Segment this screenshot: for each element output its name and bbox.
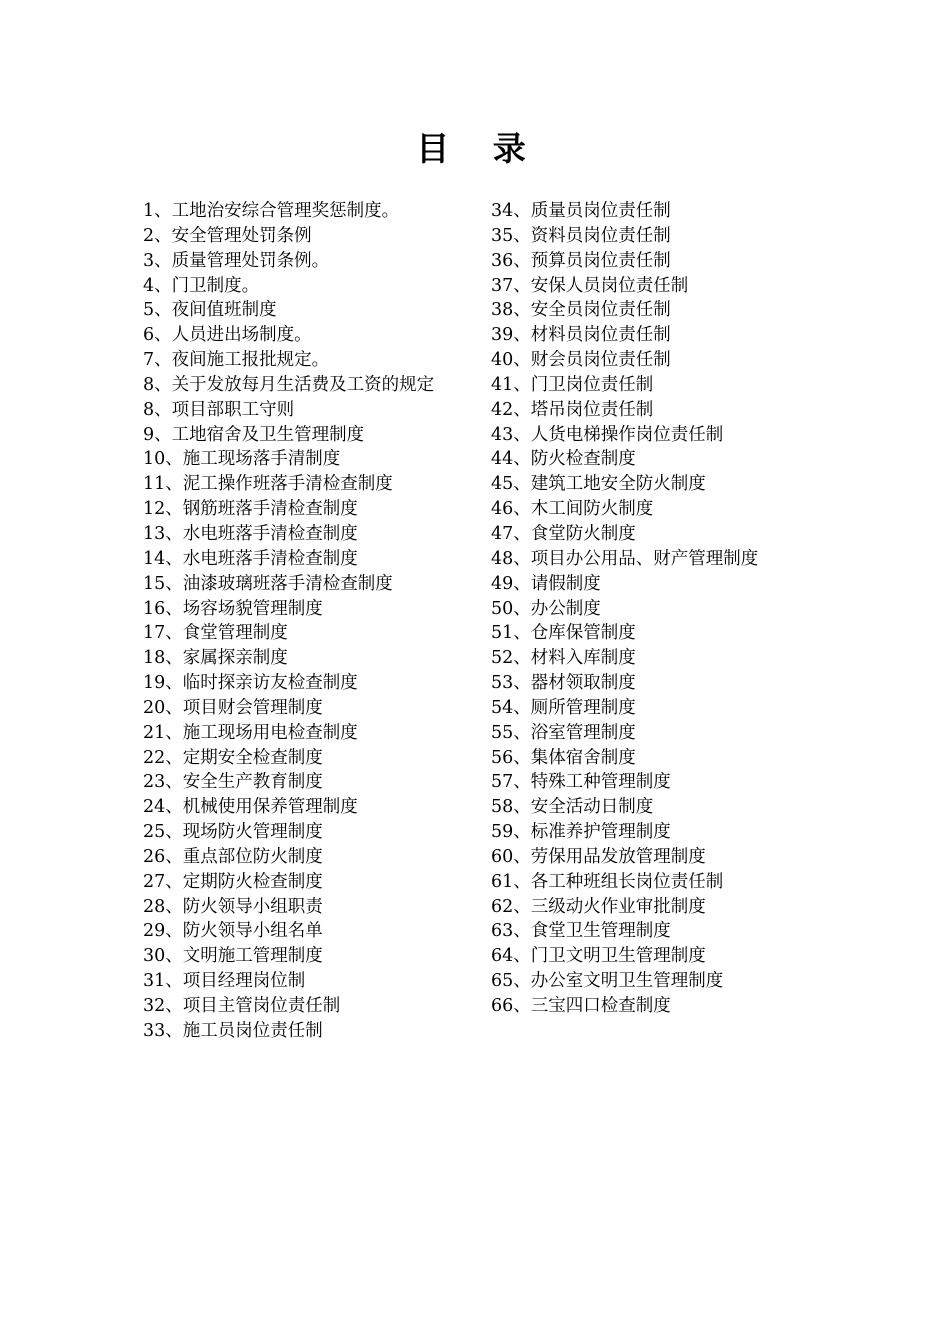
toc-item: 8、关于发放每月生活费及工资的规定 xyxy=(143,374,435,395)
toc-item: 7、夜间施工报批规定。 xyxy=(143,350,330,371)
toc-item: 26、重点部位防火制度 xyxy=(143,846,323,867)
toc-item: 63、食堂卫生管理制度 xyxy=(491,921,671,942)
toc-item: 19、临时探亲访友检查制度 xyxy=(143,673,358,694)
toc-item: 39、材料员岗位责任制 xyxy=(491,325,671,346)
toc-item: 35、资料员岗位责任制 xyxy=(491,225,671,246)
toc-item: 55、浴室管理制度 xyxy=(491,722,636,743)
toc-item: 12、钢筋班落手清检查制度 xyxy=(143,499,358,520)
toc-item: 42、塔吊岗位责任制 xyxy=(491,399,654,420)
toc-item: 18、家属探亲制度 xyxy=(143,648,288,669)
toc-item: 11、泥工操作班落手清检查制度 xyxy=(143,474,393,495)
toc-item: 45、建筑工地安全防火制度 xyxy=(491,474,706,495)
toc-item: 32、项目主管岗位责任制 xyxy=(143,996,341,1016)
toc-item: 16、场容场貌管理制度 xyxy=(143,598,323,619)
toc-item: 14、水电班落手清检查制度 xyxy=(143,548,358,569)
toc-item: 4、门卫制度。 xyxy=(143,275,260,296)
toc-item: 3、质量管理处罚条例。 xyxy=(143,250,330,271)
toc-item: 53、器材领取制度 xyxy=(491,673,636,694)
toc-item: 21、施工现场用电检查制度 xyxy=(143,722,358,743)
toc-item: 62、三级动火作业审批制度 xyxy=(491,896,706,917)
toc-item: 5、夜间值班制度 xyxy=(143,300,277,321)
toc-item: 30、文明施工管理制度 xyxy=(143,946,323,967)
page-title: 目 录 xyxy=(416,129,542,168)
toc-item: 34、质量员岗位责任制 xyxy=(491,201,671,221)
toc-item: 33、施工员岗位责任制 xyxy=(143,1020,323,1041)
toc-item: 60、劳保用品发放管理制度 xyxy=(491,846,706,867)
toc-item: 13、水电班落手清检查制度 xyxy=(143,523,358,544)
toc-item: 29、防火领导小组名单 xyxy=(143,921,323,942)
toc-item: 46、木工间防火制度 xyxy=(491,499,654,520)
toc-item: 65、办公室文明卫生管理制度 xyxy=(491,971,724,992)
toc-item: 54、厕所管理制度 xyxy=(491,697,636,718)
toc-item: 20、项目财会管理制度 xyxy=(143,697,323,718)
toc-item: 59、标准养护管理制度 xyxy=(491,822,671,843)
toc-item: 51、仓库保管制度 xyxy=(491,623,636,644)
toc-item: 27、定期防火检查制度 xyxy=(143,871,323,892)
toc-item: 57、特殊工种管理制度 xyxy=(491,772,671,793)
toc-item: 44、防火检查制度 xyxy=(491,449,636,470)
toc-item: 8、项目部职工守则 xyxy=(143,399,295,420)
toc-item: 2、安全管理处罚条例 xyxy=(143,225,312,246)
toc-item: 37、安保人员岗位责任制 xyxy=(491,275,689,296)
toc-item: 61、各工种班组长岗位责任制 xyxy=(491,871,724,892)
toc-right-column xyxy=(491,199,811,1019)
toc-item: 31、项目经理岗位制 xyxy=(143,971,306,992)
toc-item: 64、门卫文明卫生管理制度 xyxy=(491,946,706,967)
toc-item: 43、人货电梯操作岗位责任制 xyxy=(491,424,724,445)
toc-item: 1、工地治安综合管理奖惩制度。 xyxy=(143,201,400,221)
toc-item: 36、预算员岗位责任制 xyxy=(491,250,671,271)
toc-item: 58、安全活动日制度 xyxy=(491,797,654,818)
toc-item: 15、油漆玻璃班落手清检查制度 xyxy=(143,573,393,594)
toc-left-column xyxy=(143,199,478,1044)
toc-item: 47、食堂防火制度 xyxy=(491,523,636,544)
toc-item: 66、三宝四口检查制度 xyxy=(491,996,671,1016)
toc-item: 49、请假制度 xyxy=(491,573,601,594)
toc-item: 28、防火领导小组职责 xyxy=(143,896,323,917)
toc-item: 40、财会员岗位责任制 xyxy=(491,350,671,371)
toc-item: 17、食堂管理制度 xyxy=(143,623,288,644)
toc-item: 25、现场防火管理制度 xyxy=(143,822,323,843)
toc-item: 10、施工现场落手清制度 xyxy=(143,449,341,470)
toc-item: 9、工地宿舍及卫生管理制度 xyxy=(143,424,365,445)
toc-item: 6、人员进出场制度。 xyxy=(143,325,312,346)
toc-item: 24、机械使用保养管理制度 xyxy=(143,797,358,818)
toc-item: 50、办公制度 xyxy=(491,598,601,619)
toc-item: 38、安全员岗位责任制 xyxy=(491,300,671,321)
toc-item: 41、门卫岗位责任制 xyxy=(491,374,654,395)
toc-item: 52、材料入库制度 xyxy=(491,648,636,669)
toc-item: 22、定期安全检查制度 xyxy=(143,747,323,768)
toc-item: 23、安全生产教育制度 xyxy=(143,772,323,793)
toc-item: 56、集体宿舍制度 xyxy=(491,747,636,768)
toc-item: 48、项目办公用品、财产管理制度 xyxy=(491,548,759,569)
